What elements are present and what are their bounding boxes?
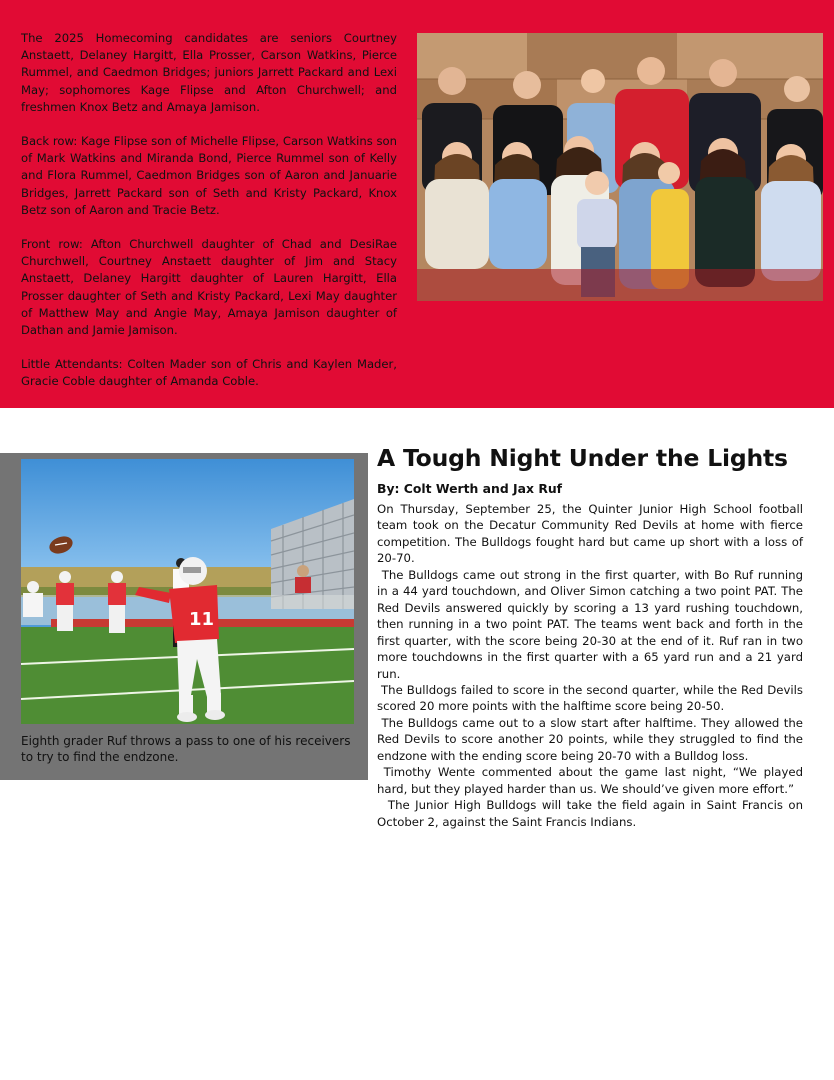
photo-caption: Eighth grader Ruf throws a pass to one of his receivers to try to find the endzone. — [21, 734, 351, 764]
article-paragraph: Timothy Wente commented about the game last night, “We played hard, but they played harder than us. We should’ve given more effort.” — [377, 765, 803, 796]
article-paragraph: The Bulldogs came out to a slow start after halftime. They allowed the Red Devils to score another 20 points, while they struggled to find the endzone with the ending score being 20-70 with a Bulldog loss. — [377, 715, 803, 763]
homecoming-attendants: Little Attendants: Colten Mader son of Chris and Kaylen Mader, Gracie Coble daughter of Amanda Coble. — [21, 357, 397, 389]
football-photo — [21, 459, 354, 724]
homecoming-back-row: Back row: Kage Flipse son of Michelle Flipse, Carson Watkins son of Mark Watkins and Miranda Bond, Pierce Rummel son of Kelly and Flora Rummel, Caedmon Bridges son of Aaron and Januarie Bridges, Jarrett Packard son of Seth and Kristy Packard, Knox Betz son of Aaron and Tracie Betz. — [21, 134, 397, 217]
article-paragraph: The Bulldogs failed to score in the second quarter, while the Red Devils scored 20 more points with the halftime score being 20-50. — [377, 682, 803, 714]
homecoming-candidates: The 2025 Homecoming candidates are seniors Courtney Anstaett, Delaney Hargitt, Ella Prosser, Carson Watkins, Pierce Rummel, and Caedmon Bridges; juniors Jarrett Packard and Lexi May; sophomores Kage Flipse and Afton Churchwell; and freshmen Knox Betz and Amaya Jamison. — [21, 31, 397, 114]
svg-text:11: 11 — [189, 609, 215, 630]
article-byline: By: Colt Werth and Jax Ruf — [377, 481, 563, 496]
homecoming-text — [21, 30, 397, 408]
article-headline: A Tough Night Under the Lights — [377, 444, 788, 472]
article-body — [377, 501, 803, 830]
article-paragraph: On Thursday, September 25, the Quinter Junior High School football team took on the Decatur Community Red Devils at home with fierce competition. The Bulldogs fought hard but came up short with a loss of 20-70. — [377, 502, 803, 566]
homecoming-front-row: Front row: Afton Churchwell daughter of Chad and DesiRae Churchwell, Courtney Anstaett daughter of Jim and Stacy Anstaett, Delaney Hargitt daughter of Lauren Hargitt, Ella Prosser daughter of Seth and Kristy Packard, Lexi May daughter of Matthew May and Angie May, Amaya Jamison daughter of Dathan and Jamie Jamison. — [21, 237, 397, 338]
article-paragraph: The Bulldogs came out strong in the first quarter, with Bo Ruf running in a 44 yard touchdown, and Oliver Simon catching a two point PAT. The Red Devils answered quickly by scoring a 13 yard rushing touchdown, then running in a two point PAT. The teams went back and forth in the first quarter, with the score being 20-30 at the end of it. Ruf ran in two more touchdowns in the first quarter with a 65 yard run and a 21 yard run. — [377, 567, 803, 681]
article-paragraph: The Junior High Bulldogs will take the field again in Saint Francis on October 2, against the Saint Francis Indians. — [377, 798, 803, 829]
homecoming-group-photo — [417, 33, 823, 301]
